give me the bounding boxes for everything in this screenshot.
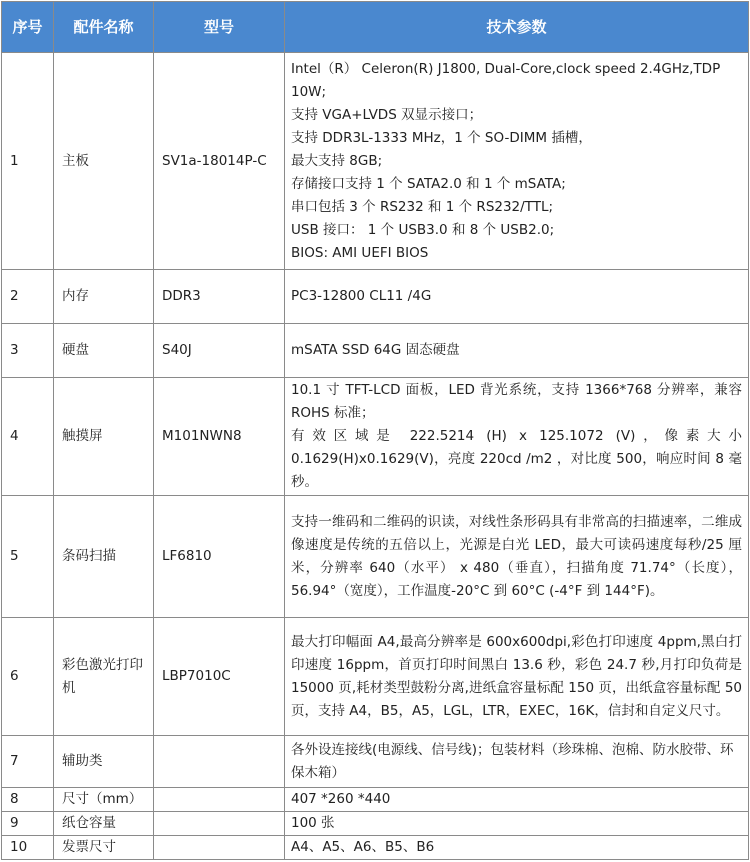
table-header-row — [2, 2, 749, 53]
row-no: 7 — [2, 736, 54, 788]
row-name: 硬盘 — [54, 324, 154, 378]
row-no: 8 — [2, 788, 54, 812]
table-row — [2, 788, 749, 812]
spec-line: 最大支持 8GB; — [291, 152, 383, 169]
row-model — [154, 736, 285, 788]
spec-line: 支持一维码和二维码的识读，对线性条形码具有非常高的扫描速率，二维成像速度是传统的五倍以上，光源是白光 LED，最大可读码速度每秒/25 厘米，分辨率 640（水平） x 480（垂直），扫描角度 71.74°（长度），56.94°（宽度），工作温度-20°C 到 60°C (-4°F 到 144°F)。 — [291, 513, 742, 599]
table-row — [2, 324, 749, 378]
table-row — [2, 736, 749, 788]
header-model: 型号 — [154, 2, 285, 53]
spec-line: PC3-12800 CL11 /4G — [291, 288, 432, 304]
table-row — [2, 270, 749, 324]
row-spec — [285, 53, 749, 270]
row-spec — [285, 618, 749, 736]
row-no: 5 — [2, 496, 54, 618]
row-name: 条码扫描 — [54, 496, 154, 618]
row-spec — [285, 378, 749, 496]
row-no: 6 — [2, 618, 54, 736]
spec-line: mSATA SSD 64G 固态硬盘 — [291, 342, 460, 358]
table-row — [2, 378, 749, 496]
table-row — [2, 618, 749, 736]
row-no: 9 — [2, 812, 54, 836]
row-spec — [285, 788, 749, 812]
row-no: 1 — [2, 53, 54, 270]
row-no: 10 — [2, 836, 54, 860]
row-name: 辅助类 — [54, 736, 154, 788]
row-spec — [285, 836, 749, 860]
row-model — [154, 788, 285, 812]
header-spec: 技术参数 — [285, 2, 749, 53]
row-model: SV1a-18014P-C — [154, 53, 285, 270]
spec-line: 100 张 — [291, 815, 335, 831]
header-name: 配件名称 — [54, 2, 154, 53]
row-spec — [285, 736, 749, 788]
row-model: M101NWN8 — [154, 378, 285, 496]
row-spec — [285, 270, 749, 324]
spec-line: 最大打印幅面 A4,最高分辨率是 600x600dpi,彩色打印速度 4ppm,黑白打印速度 16ppm，首页打印时间黑白 13.6 秒，彩色 24.7 秒,月打印负荷是 15000 页,耗材类型鼓粉分离,进纸盒容量标配 150 页，出纸盒容量标配 50 页，支持 A4，B5，A5，LGL，LTR，EXEC，16K，信封和自定义尺寸。 — [291, 633, 742, 719]
row-name: 触摸屏 — [54, 378, 154, 496]
spec-table — [1, 1, 749, 860]
table-row — [2, 812, 749, 836]
spec-line: 10.1 寸 TFT-LCD 面板，LED 背光系统，支持 1366*768 分辨率，兼容 ROHS 标准； — [291, 382, 742, 421]
spec-line: 各外设连接线(电源线、信号线)；包装材料（珍珠棉、泡棉、防水胶带、环保木箱） — [291, 741, 734, 781]
spec-line: 支持 DDR3L-1333 MHz，1 个 SO-DIMM 插槽， — [291, 129, 592, 146]
spec-line: 串口包括 3 个 RS232 和 1 个 RS232/TTL; — [291, 198, 554, 215]
spec-line: 407 *260 *440 — [291, 791, 391, 807]
spec-line: Intel（R） Celeron(R) J1800, Dual-Core,clock speed 2.4GHz,TDP 10W; — [291, 60, 721, 100]
row-model: S40J — [154, 324, 285, 378]
row-spec — [285, 324, 749, 378]
row-model: DDR3 — [154, 270, 285, 324]
spec-line: 支持 VGA+LVDS 双显示接口； — [291, 106, 483, 123]
spec-line: BIOS: AMI UEFI BIOS — [291, 244, 429, 261]
header-no: 序号 — [2, 2, 54, 53]
spec-line: USB 接口： 1 个 USB3.0 和 8 个 USB2.0; — [291, 221, 555, 238]
row-name: 彩色激光打印机 — [54, 618, 154, 736]
spec-line: 有效区域是 222.5214 (H) x 125.1072 (V)，像素大小 0.1629(H)x0.1629(V)，亮度 220cd /m2 ，对比度 500，响应时间 8 毫秒。 — [291, 428, 742, 490]
row-name: 主板 — [54, 53, 154, 270]
table-row — [2, 836, 749, 860]
row-no: 3 — [2, 324, 54, 378]
row-name: 内存 — [54, 270, 154, 324]
table-row — [2, 53, 749, 270]
row-spec — [285, 812, 749, 836]
spec-line: 存储接口支持 1 个 SATA2.0 和 1 个 mSATA; — [291, 175, 566, 192]
row-model — [154, 836, 285, 860]
row-spec — [285, 496, 749, 618]
row-name: 纸仓容量 — [54, 812, 154, 836]
row-name: 发票尺寸 — [54, 836, 154, 860]
row-no: 2 — [2, 270, 54, 324]
row-model — [154, 812, 285, 836]
spec-line: A4、A5、A6、B5、B6 — [291, 839, 435, 855]
row-name: 尺寸（mm） — [54, 788, 154, 812]
table-row — [2, 496, 749, 618]
row-model: LF6810 — [154, 496, 285, 618]
row-no: 4 — [2, 378, 54, 496]
row-model: LBP7010C — [154, 618, 285, 736]
